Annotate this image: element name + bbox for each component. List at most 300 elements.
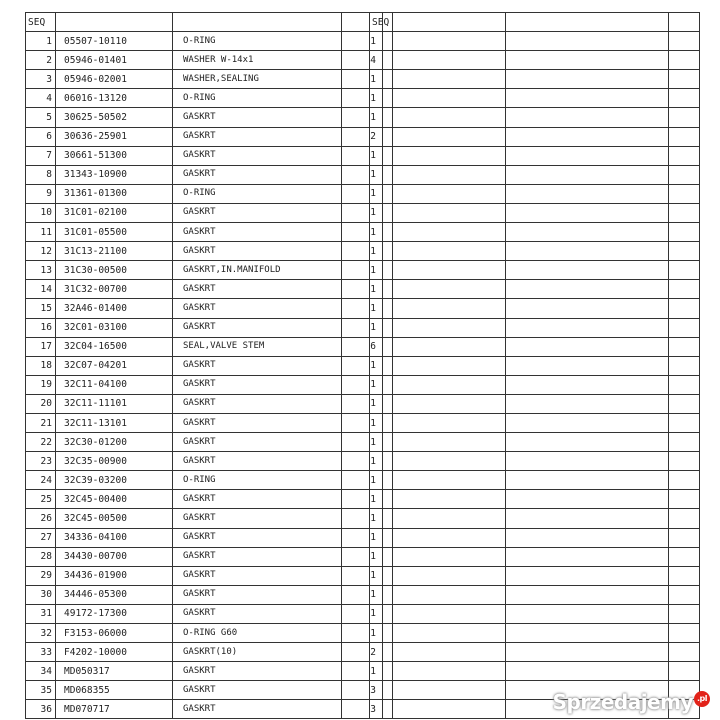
empty-cell [669, 261, 700, 280]
empty-cell [393, 356, 506, 375]
empty-cell [669, 433, 700, 452]
empty-cell [506, 452, 669, 471]
description-cell: O-RING [173, 89, 342, 108]
empty-cell [506, 356, 669, 375]
part-no-header [56, 13, 173, 32]
part-number-cell: 49172-17300 [56, 604, 173, 623]
quantity-cell: 1 [342, 299, 383, 318]
table-row [26, 471, 383, 490]
description-cell: GASKRT [173, 394, 342, 413]
empty-row [370, 643, 700, 662]
empty-cell [506, 318, 669, 337]
description-cell: WASHER,SEALING [173, 70, 342, 89]
parts-table-left [25, 12, 383, 719]
qty-header [669, 13, 700, 32]
empty-row [370, 490, 700, 509]
table-row [26, 299, 383, 318]
empty-cell [506, 585, 669, 604]
empty-cell [370, 490, 393, 509]
table-row [26, 70, 383, 89]
part-number-cell: 05507-10110 [56, 32, 173, 51]
empty-cell [393, 643, 506, 662]
quantity-cell: 1 [342, 89, 383, 108]
quantity-cell: 4 [342, 51, 383, 70]
seq-cell: 33 [26, 643, 56, 662]
empty-cell [393, 299, 506, 318]
empty-cell [506, 547, 669, 566]
quantity-cell: 1 [342, 223, 383, 242]
empty-row [370, 547, 700, 566]
empty-cell [393, 452, 506, 471]
table-row [26, 490, 383, 509]
empty-cell [506, 89, 669, 108]
empty-cell [393, 624, 506, 643]
empty-cell [393, 318, 506, 337]
empty-cell [370, 184, 393, 203]
table-row [26, 566, 383, 585]
empty-cell [370, 662, 393, 681]
empty-cell [370, 223, 393, 242]
empty-cell [393, 280, 506, 299]
empty-cell [393, 547, 506, 566]
description-cell: GASKRT [173, 146, 342, 165]
description-cell: GASKRT [173, 223, 342, 242]
empty-cell [370, 547, 393, 566]
seq-cell: 29 [26, 566, 56, 585]
part-no-header [393, 13, 506, 32]
description-cell: GASKRT [173, 662, 342, 681]
table-row [26, 681, 383, 700]
seq-cell: 4 [26, 89, 56, 108]
empty-row [370, 566, 700, 585]
empty-cell [370, 51, 393, 70]
empty-cell [669, 413, 700, 432]
description-cell: GASKRT [173, 566, 342, 585]
part-number-cell: 06016-13120 [56, 89, 173, 108]
empty-cell [669, 89, 700, 108]
empty-cell [506, 471, 669, 490]
seq-cell: 22 [26, 433, 56, 452]
table-row [26, 643, 383, 662]
part-number-cell: 34430-00700 [56, 547, 173, 566]
seq-cell: 25 [26, 490, 56, 509]
quantity-cell: 1 [342, 509, 383, 528]
description-cell: GASKRT [173, 433, 342, 452]
quantity-cell: 1 [342, 662, 383, 681]
part-number-cell: F4202-10000 [56, 643, 173, 662]
seq-cell: 9 [26, 184, 56, 203]
quantity-cell: 1 [342, 585, 383, 604]
part-number-cell: 32C39-03200 [56, 471, 173, 490]
table-row [26, 604, 383, 623]
empty-cell [393, 337, 506, 356]
empty-cell [393, 165, 506, 184]
empty-cell [506, 490, 669, 509]
description-cell: GASKRT(10) [173, 643, 342, 662]
empty-cell [370, 471, 393, 490]
empty-cell [370, 700, 393, 719]
empty-cell [506, 528, 669, 547]
quantity-cell: 1 [342, 604, 383, 623]
description-cell: GASKRT [173, 681, 342, 700]
empty-cell [370, 146, 393, 165]
table-row [26, 280, 383, 299]
empty-cell [370, 566, 393, 585]
description-cell: GASKRT [173, 242, 342, 261]
part-number-cell: 32C30-01200 [56, 433, 173, 452]
description-cell: GASKRT [173, 490, 342, 509]
empty-cell [393, 70, 506, 89]
quantity-cell: 1 [342, 566, 383, 585]
empty-cell [506, 51, 669, 70]
description-cell: GASKRT [173, 299, 342, 318]
empty-cell [393, 509, 506, 528]
seq-cell: 16 [26, 318, 56, 337]
empty-cell [506, 165, 669, 184]
empty-row [370, 127, 700, 146]
empty-cell [669, 547, 700, 566]
empty-row [370, 375, 700, 394]
seq-cell: 30 [26, 585, 56, 604]
empty-cell [506, 643, 669, 662]
quantity-cell: 1 [342, 70, 383, 89]
quantity-cell: 6 [342, 337, 383, 356]
part-number-cell: 31C01-02100 [56, 203, 173, 222]
table-row [26, 585, 383, 604]
empty-cell [506, 509, 669, 528]
quantity-cell: 1 [342, 394, 383, 413]
empty-cell [669, 585, 700, 604]
part-number-cell: 32C11-11101 [56, 394, 173, 413]
empty-cell [669, 643, 700, 662]
empty-cell [370, 433, 393, 452]
empty-cell [393, 471, 506, 490]
empty-cell [669, 509, 700, 528]
seq-cell: 6 [26, 127, 56, 146]
empty-cell [506, 299, 669, 318]
description-cell: GASKRT [173, 165, 342, 184]
seq-cell: 20 [26, 394, 56, 413]
table-row [26, 223, 383, 242]
empty-cell [669, 184, 700, 203]
empty-cell [370, 624, 393, 643]
empty-cell [393, 51, 506, 70]
table-row [26, 318, 383, 337]
empty-cell [370, 643, 393, 662]
table-row [26, 700, 383, 719]
description-cell: O-RING [173, 471, 342, 490]
description-cell: GASKRT [173, 528, 342, 547]
parts-table-right [369, 12, 700, 719]
description-cell: GASKRT [173, 604, 342, 623]
empty-cell [370, 242, 393, 261]
empty-cell [669, 471, 700, 490]
empty-cell [506, 108, 669, 127]
empty-cell [669, 223, 700, 242]
table-row [26, 89, 383, 108]
empty-cell [506, 146, 669, 165]
quantity-cell: 1 [342, 242, 383, 261]
empty-cell [393, 108, 506, 127]
quantity-cell: 1 [342, 203, 383, 222]
empty-cell [393, 528, 506, 547]
empty-row [370, 471, 700, 490]
empty-cell [506, 280, 669, 299]
seq-cell: 2 [26, 51, 56, 70]
empty-row [370, 452, 700, 471]
quantity-cell: 3 [342, 681, 383, 700]
description-cell: O-RING [173, 32, 342, 51]
empty-row [370, 89, 700, 108]
empty-cell [506, 337, 669, 356]
watermark-logo [553, 690, 710, 714]
empty-cell [370, 452, 393, 471]
empty-cell [393, 32, 506, 51]
empty-cell [370, 70, 393, 89]
description-cell: GASKRT [173, 585, 342, 604]
quantity-cell: 1 [342, 490, 383, 509]
description-cell: GASKRT [173, 509, 342, 528]
quantity-cell: 1 [342, 413, 383, 432]
empty-row [370, 509, 700, 528]
quantity-cell: 1 [342, 528, 383, 547]
part-number-cell: 31343-10900 [56, 165, 173, 184]
quantity-cell: 1 [342, 184, 383, 203]
description-cell: GASKRT [173, 203, 342, 222]
part-number-cell: MD068355 [56, 681, 173, 700]
empty-cell [370, 89, 393, 108]
empty-cell [393, 662, 506, 681]
empty-cell [370, 394, 393, 413]
empty-cell [393, 681, 506, 700]
description-cell: GASKRT [173, 375, 342, 394]
empty-row [370, 433, 700, 452]
table-row [26, 261, 383, 280]
empty-cell [370, 604, 393, 623]
quantity-cell: 2 [342, 643, 383, 662]
seq-cell: 17 [26, 337, 56, 356]
empty-cell [506, 261, 669, 280]
empty-cell [669, 356, 700, 375]
table-row [26, 509, 383, 528]
seq-cell: 11 [26, 223, 56, 242]
empty-cell [393, 413, 506, 432]
empty-cell [370, 280, 393, 299]
empty-cell [393, 89, 506, 108]
seq-cell: 5 [26, 108, 56, 127]
seq-cell: 19 [26, 375, 56, 394]
seq-cell: 18 [26, 356, 56, 375]
seq-cell: 15 [26, 299, 56, 318]
empty-row [370, 32, 700, 51]
seq-cell: 21 [26, 413, 56, 432]
description-cell: GASKRT [173, 280, 342, 299]
empty-cell [370, 681, 393, 700]
table-row [26, 528, 383, 547]
empty-cell [506, 624, 669, 643]
empty-row [370, 585, 700, 604]
description-cell: GASKRT [173, 318, 342, 337]
empty-cell [393, 433, 506, 452]
description-cell: SEAL,VALVE STEM [173, 337, 342, 356]
empty-row [370, 184, 700, 203]
description-cell: GASKRT,IN.MANIFOLD [173, 261, 342, 280]
empty-row [370, 528, 700, 547]
quantity-cell: 2 [342, 127, 383, 146]
part-number-cell: 30636-25901 [56, 127, 173, 146]
quantity-cell: 1 [342, 547, 383, 566]
quantity-cell: 1 [342, 146, 383, 165]
watermark-badge: .pl [694, 691, 710, 707]
empty-cell [393, 394, 506, 413]
empty-cell [370, 108, 393, 127]
empty-row [370, 165, 700, 184]
empty-row [370, 604, 700, 623]
empty-row [370, 318, 700, 337]
seq-cell: 24 [26, 471, 56, 490]
empty-cell [669, 452, 700, 471]
part-number-cell: 32C35-00900 [56, 452, 173, 471]
empty-cell [506, 242, 669, 261]
seq-cell: 3 [26, 70, 56, 89]
watermark-text: Sprzedajemy [552, 690, 693, 714]
empty-row [370, 51, 700, 70]
table-row [26, 452, 383, 471]
table-row [26, 662, 383, 681]
empty-cell [370, 337, 393, 356]
empty-cell [506, 184, 669, 203]
seq-cell: 27 [26, 528, 56, 547]
part-number-cell: 30661-51300 [56, 146, 173, 165]
seq-cell: 10 [26, 203, 56, 222]
empty-row [370, 662, 700, 681]
description-cell: GASKRT [173, 108, 342, 127]
empty-cell [669, 604, 700, 623]
description-cell: GASKRT [173, 127, 342, 146]
empty-cell [669, 624, 700, 643]
part-number-cell: 32C11-13101 [56, 413, 173, 432]
empty-cell [506, 32, 669, 51]
empty-cell [669, 242, 700, 261]
table-row [26, 356, 383, 375]
table-row [26, 165, 383, 184]
part-number-cell: MD050317 [56, 662, 173, 681]
quantity-cell: 1 [342, 280, 383, 299]
seq-cell: 13 [26, 261, 56, 280]
table-row [26, 413, 383, 432]
empty-cell [370, 509, 393, 528]
empty-cell [393, 242, 506, 261]
empty-row [370, 70, 700, 89]
empty-cell [669, 127, 700, 146]
empty-cell [506, 433, 669, 452]
empty-row [370, 242, 700, 261]
description-cell: GASKRT [173, 413, 342, 432]
empty-cell [506, 70, 669, 89]
seq-cell: 34 [26, 662, 56, 681]
table-row [26, 337, 383, 356]
empty-row [370, 299, 700, 318]
table-row [26, 433, 383, 452]
table-row [26, 394, 383, 413]
empty-cell [393, 184, 506, 203]
empty-cell [370, 32, 393, 51]
quantity-cell: 1 [342, 433, 383, 452]
empty-cell [669, 108, 700, 127]
quantity-cell: 1 [342, 165, 383, 184]
part-number-cell: 30625-50502 [56, 108, 173, 127]
empty-cell [669, 280, 700, 299]
table-row [26, 624, 383, 643]
empty-cell [506, 662, 669, 681]
description-cell: GASKRT [173, 700, 342, 719]
empty-cell [506, 604, 669, 623]
empty-cell [669, 528, 700, 547]
table-row [26, 184, 383, 203]
empty-row [370, 356, 700, 375]
empty-cell [506, 375, 669, 394]
empty-cell [370, 413, 393, 432]
quantity-cell: 1 [342, 471, 383, 490]
part-number-cell: 31C30-00500 [56, 261, 173, 280]
empty-cell [370, 528, 393, 547]
description-cell: GASKRT [173, 452, 342, 471]
empty-cell [506, 394, 669, 413]
empty-cell [393, 261, 506, 280]
empty-row [370, 108, 700, 127]
empty-row [370, 223, 700, 242]
quantity-cell: 1 [342, 108, 383, 127]
table-row [26, 547, 383, 566]
empty-cell [393, 375, 506, 394]
part-number-cell: 32C04-16500 [56, 337, 173, 356]
quantity-cell: 1 [342, 624, 383, 643]
empty-cell [370, 299, 393, 318]
table-row [26, 127, 383, 146]
description-cell: GASKRT [173, 356, 342, 375]
empty-row [370, 203, 700, 222]
empty-cell [506, 127, 669, 146]
empty-row [370, 280, 700, 299]
empty-cell [669, 394, 700, 413]
empty-cell [393, 566, 506, 585]
empty-cell [669, 337, 700, 356]
quantity-cell: 1 [342, 356, 383, 375]
seq-cell: 1 [26, 32, 56, 51]
empty-row [370, 337, 700, 356]
table-row [26, 242, 383, 261]
seq-cell: 28 [26, 547, 56, 566]
table-row [26, 51, 383, 70]
empty-cell [370, 127, 393, 146]
empty-cell [669, 165, 700, 184]
seq-cell: 8 [26, 165, 56, 184]
empty-cell [370, 261, 393, 280]
description-header [173, 13, 342, 32]
part-number-cell: 32C01-03100 [56, 318, 173, 337]
part-number-cell: 34436-01900 [56, 566, 173, 585]
quantity-cell: 1 [342, 32, 383, 51]
empty-cell [370, 165, 393, 184]
seq-cell: 7 [26, 146, 56, 165]
empty-cell [669, 566, 700, 585]
seq-cell: 35 [26, 681, 56, 700]
part-number-cell: 32C07-04201 [56, 356, 173, 375]
part-number-cell: 34336-04100 [56, 528, 173, 547]
empty-cell [370, 585, 393, 604]
part-number-cell: 32C45-00500 [56, 509, 173, 528]
part-number-cell: MD070717 [56, 700, 173, 719]
